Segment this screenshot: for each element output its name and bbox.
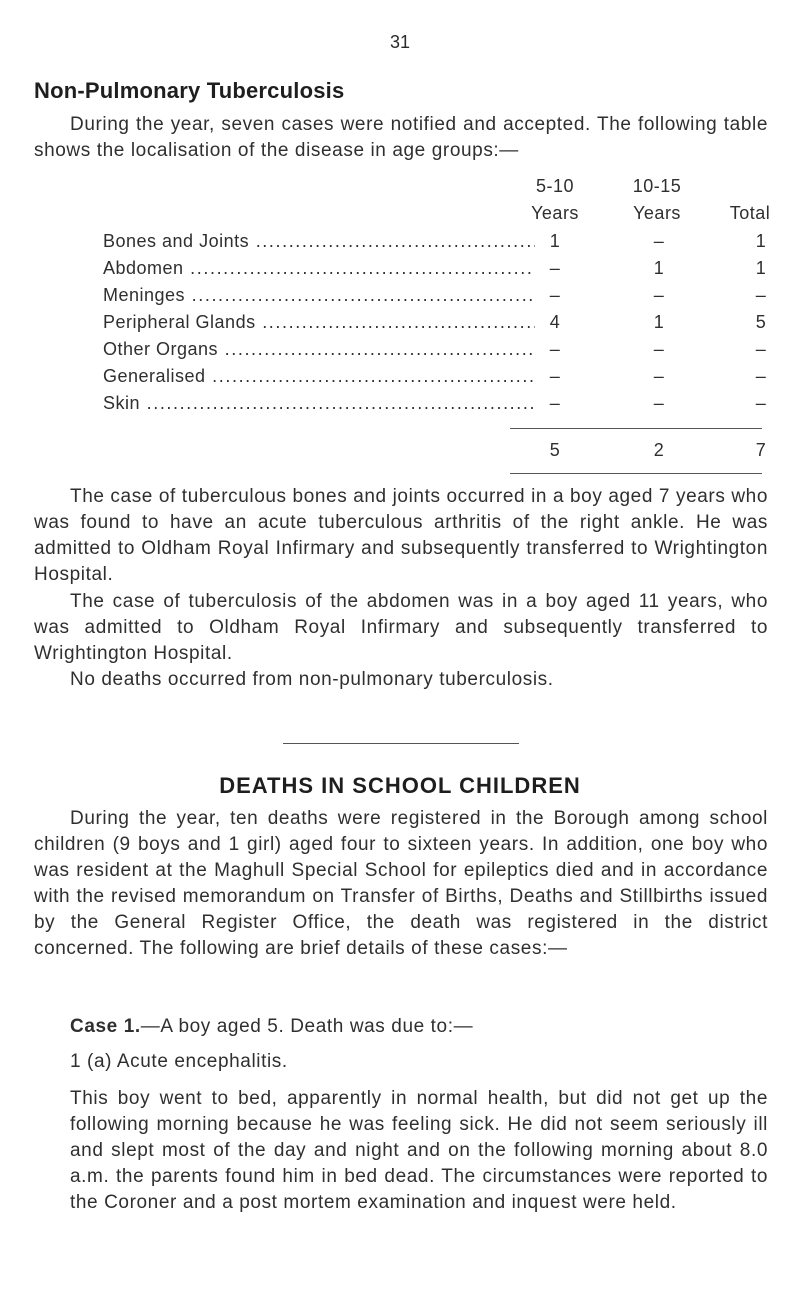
row-label: Peripheral Glands ..... (103, 312, 563, 333)
section-heading-non-pulmonary-tuberculosis: Non-Pulmonary Tuberculosis (34, 78, 345, 103)
total-5-10: 5 (535, 440, 575, 461)
paragraph-no-deaths: No deaths occurred from non-pulmonary tuberculosis. (70, 669, 554, 690)
column-header-10-15: 10-15 (632, 176, 682, 196)
table-row (103, 285, 767, 309)
total-all: 7 (741, 440, 781, 461)
table-row (103, 258, 767, 282)
cell-total: 1 (741, 231, 781, 252)
table-row (103, 339, 767, 363)
column-header-5-10: 5-10 (535, 176, 575, 196)
totals-top-rule (510, 428, 762, 429)
row-label: Meninges ..... (103, 285, 563, 306)
cell-total: – (741, 366, 781, 387)
cell-5-10: – (535, 393, 575, 414)
cell-5-10: 4 (535, 312, 575, 333)
case-1-cause: 1 (a) Acute encephalitis. (70, 1051, 288, 1072)
table-row (103, 393, 767, 417)
cell-total: – (741, 393, 781, 414)
case-1-label: Case 1. (70, 1016, 141, 1037)
table-row (103, 366, 767, 390)
section-heading-deaths-school-children: DEATHS IN SCHOOL CHILDREN (219, 773, 581, 798)
cell-10-15: 1 (639, 312, 679, 333)
row-label: Abdomen ..... (103, 258, 563, 279)
row-label: Generalised ..... (103, 366, 563, 387)
row-label: Bones and Joints ..... (103, 231, 563, 252)
page-number: 31 (389, 32, 411, 52)
paragraph-deaths-intro: During the year, ten deaths were registered in the Borough among school children (9 boys and 1 girl) aged four to sixteen years. In addition, one boy who was resident at the Maghull Special School for epileptics died and in accordance with the revised memorandum on Transfer of Births, Deaths and Stillbirths issued by the General Register Office, the death was registered in the district concerned. The following are brief details of these cases:— (34, 808, 768, 959)
totals-row (103, 440, 767, 464)
cell-10-15: 1 (639, 258, 679, 279)
totals-bottom-rule (510, 473, 762, 474)
column-header-total: Total (729, 203, 771, 223)
cell-total: – (741, 285, 781, 306)
cell-10-15: – (639, 393, 679, 414)
column-header-years-1: Years (531, 203, 579, 223)
cell-10-15: – (639, 366, 679, 387)
case-1-text: —A boy aged 5. Death was due to:— (140, 1016, 474, 1037)
intro-paragraph: During the year, seven cases were notified and accepted. The following table shows the localisation of the disease in age groups:— (34, 114, 768, 161)
cell-5-10: – (535, 366, 575, 387)
cell-10-15: – (639, 339, 679, 360)
case-1-details: This boy went to bed, apparently in normal health, but did not get up the following morning because he was feeling sick. He did not seem seriously ill and slept most of the day and night and on the following morning about 8.0 a.m. the parents found him in bed dead. The circumstances were reported to the Coroner and a post mortem examination and inquest were held. (70, 1088, 768, 1213)
table-row (103, 231, 767, 255)
row-label: Skin ..... (103, 393, 563, 414)
column-header-years-2: Years (633, 203, 681, 223)
cell-total: 1 (741, 258, 781, 279)
table-row (103, 312, 767, 336)
cell-10-15: – (639, 231, 679, 252)
paragraph-abdomen-case: The case of tuberculosis of the abdomen was in a boy aged 11 years, who was admitted to Oldham Royal Infirmary and subsequently transferred to Wrightington Hospital. (34, 591, 768, 664)
section-divider (283, 743, 519, 744)
paragraph-bones-joints-case: The case of tuberculous bones and joints occurred in a boy aged 7 years who was found to have an acute tuberculous arthritis of the right ankle. He was admitted to Oldham Royal Infirmary and subsequently transferred to Wrightington Hospital. (34, 486, 768, 585)
cell-10-15: – (639, 285, 679, 306)
case-1-heading (70, 1014, 768, 1040)
cell-total: – (741, 339, 781, 360)
total-10-15: 2 (639, 440, 679, 461)
cell-5-10: – (535, 258, 575, 279)
cell-5-10: 1 (535, 231, 575, 252)
cell-total: 5 (741, 312, 781, 333)
cell-5-10: – (535, 285, 575, 306)
cell-5-10: – (535, 339, 575, 360)
row-label: Other Organs ..... (103, 339, 563, 360)
